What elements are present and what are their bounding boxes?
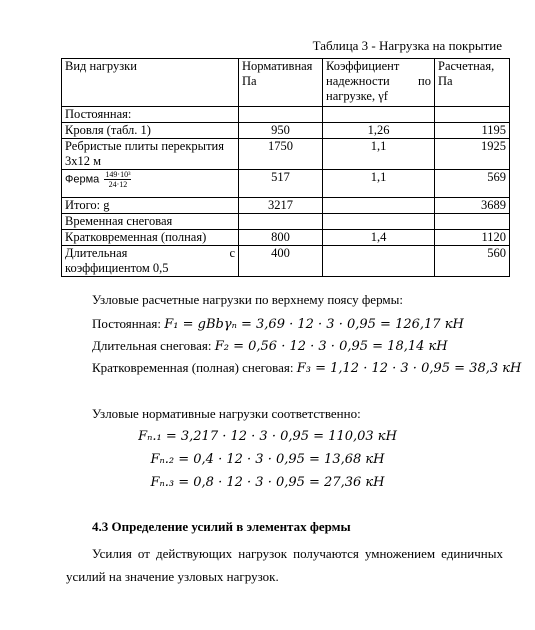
table-caption: Таблица 3 - Нагрузка на покрытие <box>312 38 502 53</box>
cell-kind: Ребристые плиты перекрытия 3х12 м <box>62 139 239 170</box>
cell-kind <box>62 170 239 198</box>
section-heading: 4.3 Определение усилий в элементах фермы <box>92 519 351 534</box>
cell-kind-line1 <box>65 246 235 261</box>
cell-normative <box>239 214 323 230</box>
header-coef-line2 <box>326 74 431 89</box>
cell-kind: Итого: g <box>62 198 239 214</box>
cell-coef <box>323 214 435 230</box>
fraction-numerator: 149·10³ <box>105 170 131 179</box>
ferma-fraction <box>104 170 131 189</box>
design-load-formula-3: F₃ = 1,12 · 12 · 3 · 0,95 = 38,3 кН <box>296 361 522 376</box>
cell-coef <box>323 198 435 214</box>
table-row <box>62 246 510 277</box>
cell-coef <box>323 246 435 277</box>
design-load-label-3: Кратковременная (полная) снеговая: <box>92 360 297 375</box>
cell-normative: 800 <box>239 230 323 246</box>
table-row <box>62 170 510 198</box>
cell-kind-line2: коэффициентом 0,5 <box>65 261 169 275</box>
cell-kind: Кровля (табл. 1) <box>62 123 239 139</box>
normative-load-formula-2: Fₙ.₂ = 0,4 · 12 · 3 · 0,95 = 13,68 кН <box>150 452 385 467</box>
table-row <box>62 230 510 246</box>
cell-normative: 400 <box>239 246 323 277</box>
cell-coef: 1,26 <box>323 123 435 139</box>
cell-design <box>435 214 510 230</box>
table-header-row <box>62 59 510 107</box>
fraction-denominator: 24·12 <box>108 180 128 189</box>
cell-coef <box>323 107 435 123</box>
cell-kind-part-a: Длительная <box>65 246 128 260</box>
cell-coef: 1,1 <box>323 139 435 170</box>
cell-kind <box>62 246 239 277</box>
section-paragraph: Усилия от действующих нагрузок получаются умножением единичных усилий на значение узловых нагрузок. <box>66 546 503 584</box>
cell-design: 560 <box>435 246 510 277</box>
cell-normative: 1750 <box>239 139 323 170</box>
design-loads-intro: Узловые расчетные нагрузки по верхнему поясу фермы: <box>92 292 403 307</box>
table-row <box>62 123 510 139</box>
header-coef <box>323 59 435 107</box>
header-design: Расчетная, Па <box>435 59 510 107</box>
header-normative: Нормативная Па <box>239 59 323 107</box>
cell-normative <box>239 107 323 123</box>
cell-design: 569 <box>435 170 510 198</box>
normative-loads-intro: Узловые нормативные нагрузки соответственно: <box>92 406 361 421</box>
cell-normative: 3217 <box>239 198 323 214</box>
cell-coef: 1,1 <box>323 170 435 198</box>
load-table <box>61 58 510 277</box>
design-load-line-1 <box>92 316 464 332</box>
cell-kind: Постоянная: <box>62 107 239 123</box>
design-load-line-3 <box>92 360 521 376</box>
cell-kind-part-b: с <box>229 246 235 260</box>
design-load-formula-2: F₂ = 0,56 · 12 · 3 · 0,95 = 18,14 кН <box>214 339 448 354</box>
design-load-label-1: Постоянная: <box>92 316 165 331</box>
header-coef-line2a: надежности <box>326 74 390 88</box>
table-row <box>62 139 510 170</box>
ferma-label: Ферма <box>65 173 100 186</box>
header-kind: Вид нагрузки <box>62 59 239 107</box>
header-coef-line2b: по <box>418 74 431 88</box>
cell-kind: Кратковременная (полная) <box>62 230 239 246</box>
table-row <box>62 107 510 123</box>
cell-coef: 1,4 <box>323 230 435 246</box>
table-row <box>62 214 510 230</box>
normative-load-formula-3: Fₙ.₃ = 0,8 · 12 · 3 · 0,95 = 27,36 кН <box>150 475 385 490</box>
header-coef-line3: нагрузке, γf <box>326 89 388 103</box>
cell-kind: Временная снеговая <box>62 214 239 230</box>
table-row <box>62 198 510 214</box>
cell-design: 1195 <box>435 123 510 139</box>
cell-normative: 517 <box>239 170 323 198</box>
cell-design: 1925 <box>435 139 510 170</box>
header-coef-line1: Коэффициент <box>326 59 400 73</box>
design-load-formula-1: F₁ = gBbγₙ = 3,69 · 12 · 3 · 0,95 = 126,17 кН <box>164 317 464 332</box>
cell-design: 3689 <box>435 198 510 214</box>
cell-design: 1120 <box>435 230 510 246</box>
cell-normative: 950 <box>239 123 323 139</box>
normative-load-formula-1: Fₙ.₁ = 3,217 · 12 · 3 · 0,95 = 110,03 кН <box>138 429 397 444</box>
cell-design <box>435 107 510 123</box>
design-load-line-2 <box>92 338 448 354</box>
design-load-label-2: Длительная снеговая: <box>92 338 215 353</box>
